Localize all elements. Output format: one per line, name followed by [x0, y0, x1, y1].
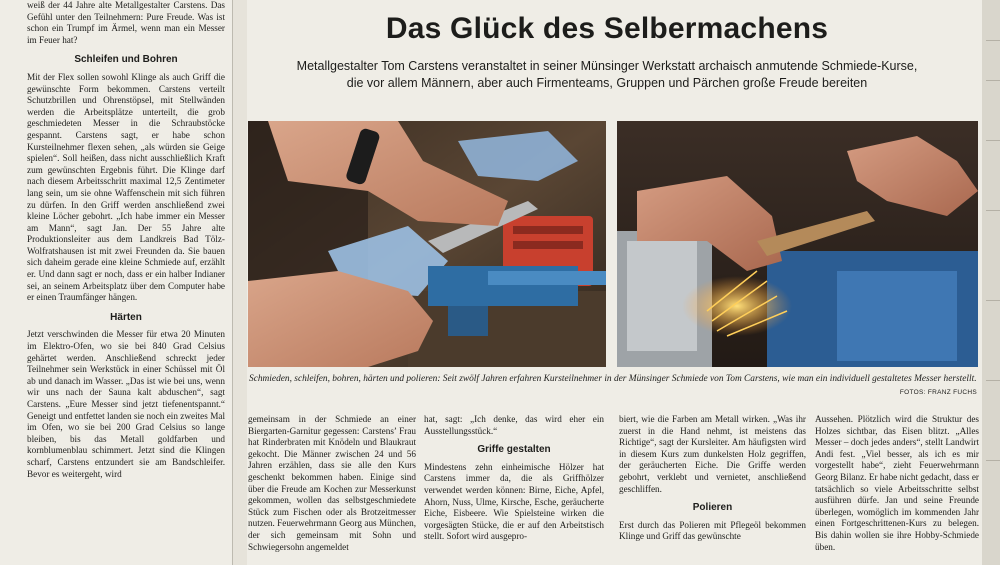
clipped-line: [986, 380, 1000, 381]
left-paragraph-2: Jetzt verschwinden die Messer für etwa 20 Minuten im Elektro-Ofen, wo sie bei 840 Grad Celsius gehärtet werden. Anschließend schreckt jeder Teilnehmer sein Werkstück in einer Schüssel mit Öl ab und danach im Wasser. „Das ist wie bei uns, wenn wir uns nach der Sauna kalt abduschen“, sagt Carstens. „Eure Messer sind jetzt tiefenentspannt.“ Geneigt und entfettet landen sie noch ein zweites Mal im Ofen, wo sie bei 200 Grad Celsius so lange bleiben, bis das Metall goldfarben und kornblumenblau schimmert. Jetzt sind die Klingen scharf, Carstens entzundert sie am Bandschleifer. Bevor es weitergeht, wird: [27, 329, 225, 479]
photo-vise-filing: [248, 121, 606, 367]
article-column-2: [424, 414, 604, 543]
clipped-line: [986, 300, 1000, 301]
photo-belt-grinder: [617, 121, 978, 367]
subheading-polieren: Polieren: [692, 502, 733, 514]
clipped-line: [986, 80, 1000, 81]
column-2-text-1: hat, sagt: „Ich denke, das wird eher ein Ausstellungsstück.“: [424, 414, 604, 436]
clipped-line: [986, 140, 1000, 141]
photo-grinder-illustration: [617, 121, 978, 367]
photo-credit: FOTOS: FRANZ FUCHS: [899, 388, 977, 396]
column-3-text-1: biert, wie die Farben am Metall wirken. „Was ihr zuerst in die Hand nehmt, ist meistens das Richtige“, sagt der Kursleiter. Am häufigsten wird in diesem Kurs zum dunkelsten Holz gegriffen, der geräucherten Eiche. Die Griffe werden gebohrt, verklebt und vernietet, anschließend geschliffen.: [619, 414, 806, 494]
subheading-haerten: Härten: [110, 311, 142, 323]
clipped-line: [986, 40, 1000, 41]
headline: Das Glück des Selbermachens: [385, 12, 829, 45]
left-paragraph-1: Mit der Flex sollen sowohl Klinge als auch Griff die gewünschte Form bekommen. Carstens verteilt Schutzbrillen und Ohrenstöpsel, mit Stellwänden werden die Arbeitsplätze unterteilt, die grob geschmiedeten Messer in die Schraubstöcke gespannt. Carstens sagt, er habe schon Kursteilnehmer flexen sehen, „als würden sie Geige spielen“. Soll heißen, dass nicht ausschließlich Kraft zum gewünschten Ergebnis führt. Die Klinge darf nach diesem Arbeitsschritt maximal 12,5 Zentimeter lang sein, um sie ohne Waffenschein mit sich führen zu dürfen. In den Griff werden anschließend zwei kleine Löcher gebohrt. „Ich habe immer ein Messer am Mann“, sagt Jan. Der 55 Jahre alte Produktionsleiter aus dem Landkreis Bad Tölz-Wolfratshausen ist mit zwei Freunden da. Sie bauen sich daheim gerade eine kleine Schmiede auf, erzählt er. Und dann sagt er noch, dass er ein halber Indianer sei, an seinem Arbeitsplatz über dem Computer habe er einen Traumfänger hängen.: [27, 71, 225, 303]
subheading-schleifen: Schleifen und Bohren: [74, 54, 178, 66]
deck-line-1: Metallgestalter Tom Carstens veranstaltet in seiner Münsinger Werkstatt archaisch anmutende Schmiede-Kurse,: [296, 59, 918, 73]
photo-vise-illustration: [248, 121, 606, 367]
column-2-text-2: Mindestens zehn einheimische Hölzer hat Carstens immer da, die als Griffhölzer verwendet werden können: Birne, Eiche, Apfel, Ahorn, Nuss, Ulme, Kirsche, Esche, geräucherte Eiche, Eisbeere. Wie Spielsteine wirken die vorgesägten Stücke, die er auf den Arbeitstisch stellt. Sofort wird ausgepro-: [424, 461, 604, 542]
gutter-shade: [233, 0, 247, 565]
left-article-column: [27, 0, 225, 565]
column-3-text-2: Erst durch das Polieren mit Pflegeöl bekommen Klinge und Griff das gewünschte: [619, 519, 806, 542]
subheading-griffe: Griffe gestalten: [477, 444, 551, 456]
photo-caption: [249, 374, 977, 398]
right-edge-clipped-column: [982, 0, 1000, 565]
column-1-text: gemeinsam in der Schmiede an einer Biergarten-Garnitur gegessen: Carstens’ Frau hat Rinderbraten mit Knödeln und Blaukraut gekocht. Die Männer zwischen 24 und 56 Jahren erzählen, dass sie alle den Kurs geschenkt bekommen haben. Einige sind über die Freude am Kochen zur Messerkunst gekommen, wollen das selbstgeschmiedete Stück zum Fischen oder als Brotzeitmesser nutzen. Feuerwehrmann Georg aus München, der sich gemeinsam mit Sohn und Schwiegersohn angemeldet: [248, 414, 416, 552]
article-column-3: [619, 414, 806, 543]
article-column-1: [248, 414, 416, 553]
column-4-text: Aussehen. Plötzlich wird die Struktur des Holzes sichtbar, das Eisen blitzt. „Alles Messer – doch jedes anders“, stellt Landwirt Andi fest. „Viel besser, als ich es mir vorgestellt habe“, zieht Feuerwehrmann Georg Bilanz. Er habe nicht gedacht, dass er tatsächlich so viele Arbeitsschritte selbst ausführen dürfe. Jan und seine Freunde überlegen, womöglich im kommenden Jahr einen Fortgeschrittenen-Kurs zu belegen. Bis dahin wollen sie ihre Hobby-Schmiede üben.: [815, 414, 979, 552]
article-column-4: [815, 414, 979, 553]
clipped-line: [986, 460, 1000, 461]
deck: [247, 58, 967, 92]
clipped-line: [986, 210, 1000, 211]
deck-line-2: die vor allem Männern, aber auch Firmenteams, Gruppen und Pärchen große Freude bereiten: [346, 76, 868, 90]
caption-text: Schmieden, schleifen, bohren, härten und polieren: Seit zwölf Jahren erfahren Kursteilnehmer in der Münsinger Schmiede von Tom Carstens, wie man ein individuell gestaltetes Messer herstellt.: [249, 374, 977, 384]
left-intro-text: weiß der 44 Jahre alte Metallgestalter Carstens. Das Gefühl unter den Teilnehmern: Pure Freude. Was ist schon ein Trumpf im Ärmel, wenn man ein Messer im Feuer hat?: [27, 0, 225, 45]
